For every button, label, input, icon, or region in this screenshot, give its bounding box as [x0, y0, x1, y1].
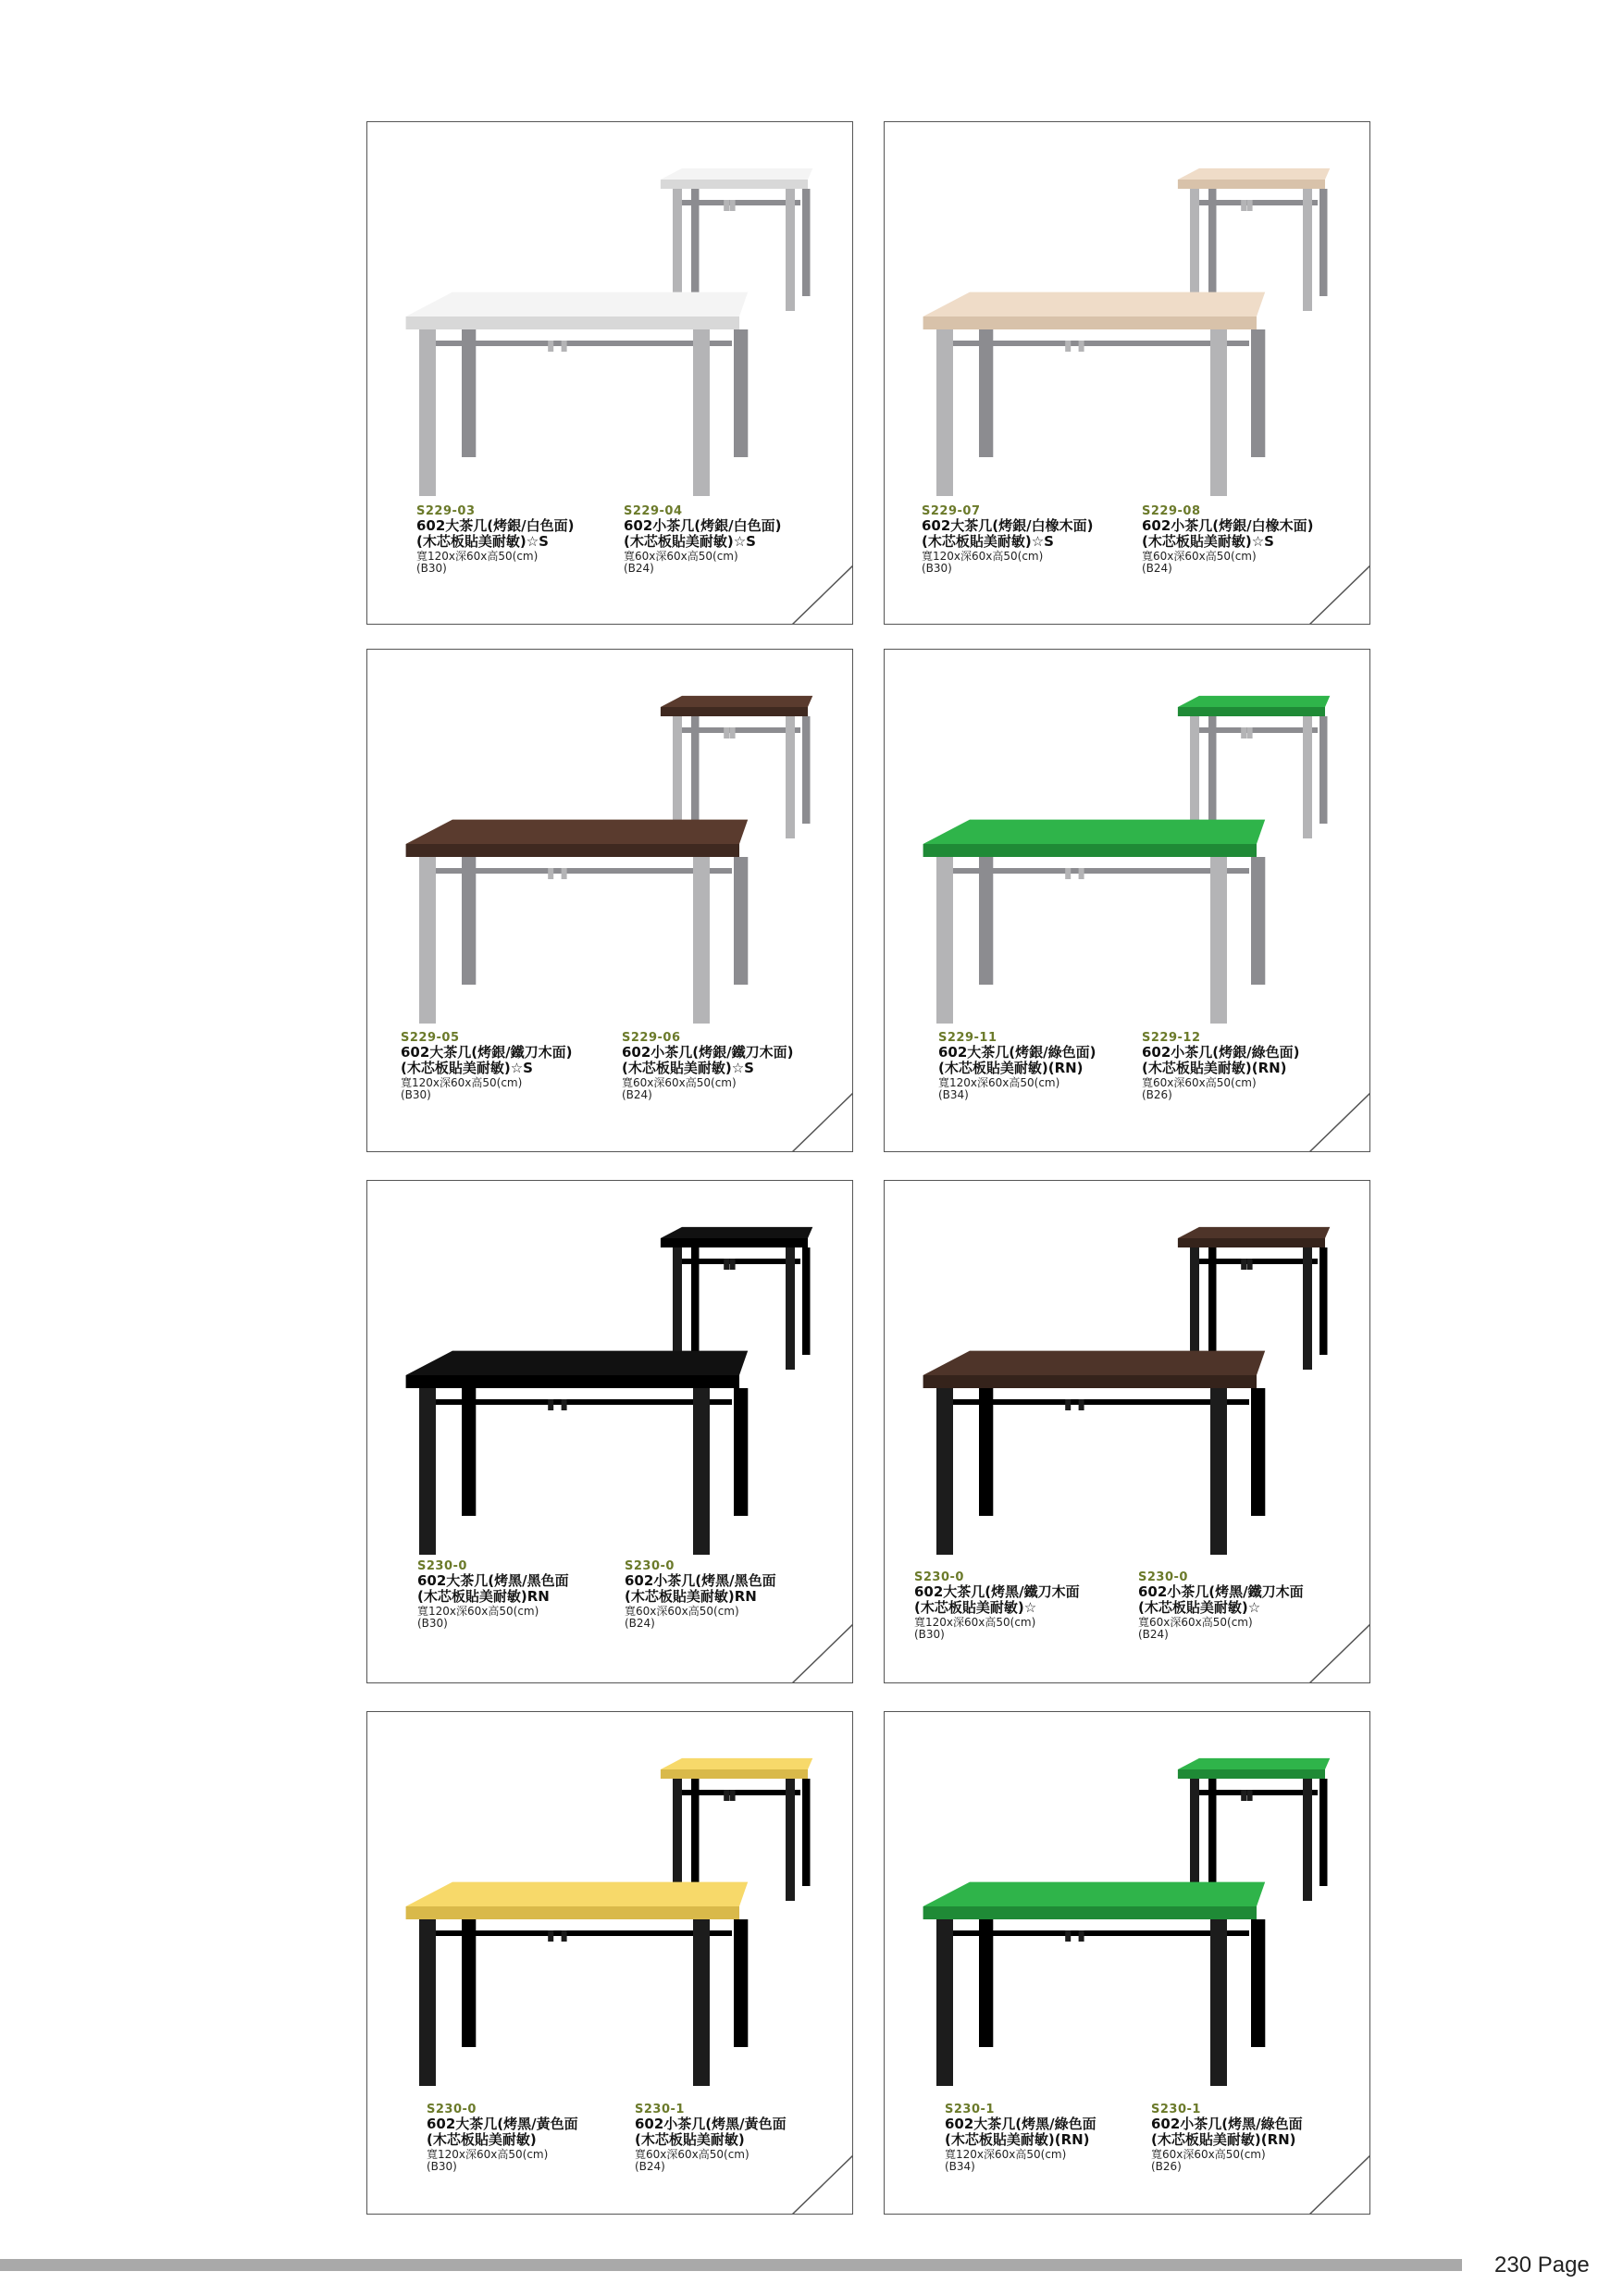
- product-item-large: [945, 2104, 1158, 2173]
- product-item-large: [401, 1032, 613, 1101]
- table-leg: [419, 1919, 436, 2086]
- product-material: (木芯板貼美耐敏)☆: [1138, 1599, 1261, 1616]
- table-top: [923, 1351, 1266, 1375]
- product-item-large: [922, 505, 1134, 575]
- product-item-large: [416, 505, 629, 575]
- product-name: 602小茶几(烤黑/綠色面: [1151, 2116, 1303, 2132]
- table-leg: [786, 1247, 795, 1370]
- table-crossbar: [1192, 200, 1318, 205]
- product-item-large: [938, 1032, 1151, 1101]
- table-crossbar: [421, 1399, 732, 1405]
- product-item-small: [624, 505, 836, 575]
- product-material: (木芯板貼美耐敏)RN: [417, 1588, 550, 1605]
- table-crossbar: [724, 727, 729, 738]
- table-top: [923, 292, 1266, 316]
- table-leg: [1319, 716, 1328, 824]
- table-top: [1178, 1227, 1330, 1238]
- product-dimensions: 寬120x深60x高50(cm): [416, 550, 539, 563]
- table-top: [406, 820, 749, 844]
- product-dimensions: 寬120x深60x高50(cm): [938, 1076, 1060, 1089]
- product-code: S230-0: [427, 2103, 477, 2116]
- table-top-edge: [923, 1906, 1257, 1919]
- product-item-small: [635, 2104, 848, 2173]
- table-crossbar: [724, 200, 729, 211]
- table-top: [1178, 168, 1330, 180]
- table-leg: [1303, 1247, 1312, 1370]
- product-code: S230-0: [625, 1559, 675, 1573]
- table-leg: [1303, 1779, 1312, 1901]
- table-leg: [734, 329, 748, 457]
- table-crossbar: [938, 1930, 1249, 1936]
- table-top-edge: [1178, 707, 1325, 716]
- table-leg: [786, 1779, 795, 1901]
- table-top-edge: [406, 1906, 739, 1919]
- table-leg: [734, 857, 748, 985]
- table-top-edge: [923, 844, 1257, 857]
- table-top: [1178, 1758, 1330, 1769]
- product-card: [366, 121, 853, 625]
- table-leg: [1251, 857, 1265, 985]
- product-code: S230-0: [417, 1559, 467, 1573]
- table-top-edge: [661, 707, 808, 716]
- product-name: 602大茶几(烤黑/黃色面: [427, 2116, 578, 2132]
- product-code: S230-1: [635, 2103, 685, 2116]
- product-name: 602大茶几(烤銀/白橡木面): [922, 517, 1094, 534]
- table-crossbar: [938, 1399, 1249, 1405]
- table-crossbar: [724, 1790, 729, 1801]
- table-crossbar: [1241, 1790, 1246, 1801]
- product-code: S230-0: [1138, 1570, 1188, 1584]
- product-material: (木芯板貼美耐敏)RN: [625, 1588, 757, 1605]
- product-name: 602大茶几(烤黑/鐵刀木面: [914, 1583, 1080, 1600]
- table-top-edge: [406, 316, 739, 329]
- table-top-edge: [923, 316, 1257, 329]
- product-box-code: (B30): [416, 562, 447, 575]
- product-item-small: [1151, 2104, 1364, 2173]
- table-crossbar: [1247, 1259, 1253, 1270]
- product-card: [884, 1711, 1370, 2215]
- product-card: [884, 649, 1370, 1152]
- table-crossbar: [1065, 868, 1071, 879]
- table-crossbar: [1241, 727, 1246, 738]
- table-crossbar: [548, 1399, 553, 1410]
- table-crossbar: [730, 1259, 736, 1270]
- table-crossbar: [562, 1399, 567, 1410]
- table-crossbar: [1241, 200, 1246, 211]
- table-crossbar: [675, 727, 800, 733]
- table-crossbar: [1065, 1930, 1071, 1942]
- table-top-edge: [1178, 180, 1325, 189]
- table-leg: [1319, 1247, 1328, 1355]
- product-dimensions: 寬120x深60x高50(cm): [922, 550, 1044, 563]
- table-leg: [1210, 1388, 1227, 1555]
- table-crossbar: [675, 200, 800, 205]
- product-material: (木芯板貼美耐敏)☆: [914, 1599, 1037, 1616]
- product-material: (木芯板貼美耐敏)(RN): [1142, 1060, 1287, 1076]
- product-box-code: (B34): [938, 1088, 969, 1101]
- table-crossbar: [1079, 1930, 1084, 1942]
- product-item-large: [417, 1560, 630, 1630]
- product-item-small: [622, 1032, 835, 1101]
- product-box-code: (B34): [945, 2160, 975, 2173]
- product-item-small: [1142, 505, 1355, 575]
- table-top-edge: [406, 1375, 739, 1388]
- product-box-code: (B24): [635, 2160, 665, 2173]
- table-leg: [419, 329, 436, 496]
- product-dimensions: 寬120x深60x高50(cm): [417, 1605, 539, 1618]
- product-dimensions: 寬60x深60x高50(cm): [625, 1605, 739, 1618]
- product-material: (木芯板貼美耐敏): [427, 2131, 537, 2148]
- product-code: S229-12: [1142, 1031, 1201, 1045]
- product-name: 602小茶几(烤銀/白橡木面): [1142, 517, 1314, 534]
- table-leg: [979, 1919, 993, 2047]
- table-leg: [979, 857, 993, 985]
- product-dimensions: 寬120x深60x高50(cm): [401, 1076, 523, 1089]
- table-leg: [936, 1919, 953, 2086]
- table-leg: [936, 1388, 953, 1555]
- product-material: (木芯板貼美耐敏): [635, 2131, 745, 2148]
- product-name: 602小茶几(烤銀/白色面): [624, 517, 782, 534]
- table-crossbar: [562, 868, 567, 879]
- table-top-edge: [923, 1375, 1257, 1388]
- table-crossbar: [730, 1790, 736, 1801]
- product-box-code: (B30): [427, 2160, 457, 2173]
- product-code: S229-07: [922, 504, 981, 518]
- product-code: S229-03: [416, 504, 476, 518]
- table-crossbar: [1079, 868, 1084, 879]
- product-box-code: (B26): [1142, 1088, 1172, 1101]
- table-crossbar: [1079, 1399, 1084, 1410]
- table-top-edge: [661, 1238, 808, 1247]
- table-leg: [802, 716, 811, 824]
- table-top: [661, 168, 812, 180]
- product-code: S230-0: [914, 1570, 964, 1584]
- table-crossbar: [1247, 200, 1253, 211]
- table-leg: [419, 1388, 436, 1555]
- table-top: [406, 1351, 749, 1375]
- table-crossbar: [730, 727, 736, 738]
- table-top: [661, 1227, 812, 1238]
- table-crossbar: [562, 1930, 567, 1942]
- table-top: [406, 1882, 749, 1906]
- product-dimensions: 寬60x深60x高50(cm): [1142, 1076, 1257, 1089]
- product-material: (木芯板貼美耐敏)☆S: [1142, 533, 1274, 550]
- table-leg: [802, 1247, 811, 1355]
- product-name: 602小茶几(烤銀/鐵刀木面): [622, 1044, 794, 1061]
- product-material: (木芯板貼美耐敏)(RN): [1151, 2131, 1296, 2148]
- product-box-code: (B24): [622, 1088, 652, 1101]
- table-crossbar: [1247, 1790, 1253, 1801]
- product-card: [884, 121, 1370, 625]
- table-leg: [786, 716, 795, 838]
- product-box-code: (B24): [625, 1617, 655, 1630]
- table-top: [1178, 696, 1330, 707]
- product-name: 602大茶几(烤銀/鐵刀木面): [401, 1044, 573, 1061]
- table-leg: [1319, 189, 1328, 296]
- product-material: (木芯板貼美耐敏)(RN): [945, 2131, 1090, 2148]
- table-leg: [936, 857, 953, 1024]
- table-crossbar: [938, 341, 1249, 346]
- table-crossbar: [421, 868, 732, 874]
- product-code: S229-05: [401, 1031, 460, 1045]
- product-code: S229-08: [1142, 504, 1201, 518]
- table-crossbar: [548, 868, 553, 879]
- table-top-edge: [661, 180, 808, 189]
- product-name: 602大茶几(烤黑/綠色面: [945, 2116, 1096, 2132]
- table-leg: [802, 1779, 811, 1886]
- table-leg: [1319, 1779, 1328, 1886]
- table-leg: [462, 329, 476, 457]
- product-name: 602大茶几(烤黑/黑色面: [417, 1572, 569, 1589]
- product-material: (木芯板貼美耐敏)☆S: [401, 1060, 533, 1076]
- table-leg: [693, 1919, 710, 2086]
- table-leg: [1303, 189, 1312, 311]
- product-name: 602大茶几(烤銀/白色面): [416, 517, 575, 534]
- table-top-edge: [661, 1769, 808, 1779]
- table-leg: [462, 1919, 476, 2047]
- table-leg: [462, 1388, 476, 1516]
- table-leg: [1303, 716, 1312, 838]
- table-leg: [936, 329, 953, 496]
- product-item-large: [914, 1571, 1127, 1641]
- product-dimensions: 寬120x深60x高50(cm): [914, 1616, 1036, 1629]
- table-crossbar: [938, 868, 1249, 874]
- product-code: S229-06: [622, 1031, 681, 1045]
- table-crossbar: [562, 341, 567, 352]
- table-crossbar: [1192, 1790, 1318, 1795]
- table-leg: [1210, 1919, 1227, 2086]
- product-box-code: (B30): [914, 1628, 945, 1641]
- page-number: 230 Page: [1494, 2253, 1590, 2277]
- table-leg: [1251, 329, 1265, 457]
- table-leg: [462, 857, 476, 985]
- product-code: S230-1: [945, 2103, 995, 2116]
- table-leg: [693, 857, 710, 1024]
- table-crossbar: [1079, 341, 1084, 352]
- table-top: [406, 292, 749, 316]
- product-material: (木芯板貼美耐敏)☆S: [416, 533, 549, 550]
- product-dimensions: 寬60x深60x高50(cm): [635, 2148, 750, 2161]
- table-top-edge: [1178, 1769, 1325, 1779]
- product-box-code: (B26): [1151, 2160, 1182, 2173]
- product-dimensions: 寬60x深60x高50(cm): [1151, 2148, 1266, 2161]
- product-name: 602小茶几(烤銀/綠色面): [1142, 1044, 1300, 1061]
- table-leg: [802, 189, 811, 296]
- product-dimensions: 寬60x深60x高50(cm): [1142, 550, 1257, 563]
- product-code: S230-1: [1151, 2103, 1201, 2116]
- product-card: [366, 649, 853, 1152]
- table-top-edge: [1178, 1238, 1325, 1247]
- table-leg: [419, 857, 436, 1024]
- product-name: 602大茶几(烤銀/綠色面): [938, 1044, 1096, 1061]
- table-crossbar: [548, 341, 553, 352]
- product-item-large: [427, 2104, 639, 2173]
- table-crossbar: [1065, 1399, 1071, 1410]
- product-material: (木芯板貼美耐敏)☆S: [622, 1060, 754, 1076]
- table-crossbar: [724, 1259, 729, 1270]
- table-crossbar: [1065, 341, 1071, 352]
- table-top: [923, 820, 1266, 844]
- product-box-code: (B24): [1138, 1628, 1169, 1641]
- table-leg: [1210, 329, 1227, 496]
- product-item-small: [1142, 1032, 1355, 1101]
- product-material: (木芯板貼美耐敏)☆S: [624, 533, 756, 550]
- table-crossbar: [421, 341, 732, 346]
- product-material: (木芯板貼美耐敏)☆S: [922, 533, 1054, 550]
- product-code: S229-04: [624, 504, 683, 518]
- product-dimensions: 寬120x深60x高50(cm): [427, 2148, 549, 2161]
- table-leg: [693, 1388, 710, 1555]
- product-dimensions: 寬60x深60x高50(cm): [624, 550, 738, 563]
- table-leg: [734, 1388, 748, 1516]
- product-dimensions: 寬60x深60x高50(cm): [1138, 1616, 1253, 1629]
- table-top-edge: [406, 844, 739, 857]
- product-name: 602小茶几(烤黑/黃色面: [635, 2116, 787, 2132]
- table-leg: [734, 1919, 748, 2047]
- table-crossbar: [1241, 1259, 1246, 1270]
- product-name: 602小茶几(烤黑/黑色面: [625, 1572, 776, 1589]
- product-name: 602小茶几(烤黑/鐵刀木面: [1138, 1583, 1304, 1600]
- product-dimensions: 寬120x深60x高50(cm): [945, 2148, 1067, 2161]
- table-crossbar: [548, 1930, 553, 1942]
- table-leg: [693, 329, 710, 496]
- table-leg: [1251, 1388, 1265, 1516]
- table-leg: [1251, 1919, 1265, 2047]
- product-box-code: (B30): [417, 1617, 448, 1630]
- table-top: [923, 1882, 1266, 1906]
- table-top: [661, 696, 812, 707]
- table-leg: [979, 329, 993, 457]
- product-box-code: (B24): [1142, 562, 1172, 575]
- product-box-code: (B30): [922, 562, 952, 575]
- table-leg: [979, 1388, 993, 1516]
- product-code: S229-11: [938, 1031, 997, 1045]
- product-material: (木芯板貼美耐敏)(RN): [938, 1060, 1084, 1076]
- table-crossbar: [730, 200, 736, 211]
- table-crossbar: [1192, 727, 1318, 733]
- table-crossbar: [421, 1930, 732, 1936]
- product-item-small: [1138, 1571, 1351, 1641]
- table-crossbar: [1192, 1259, 1318, 1264]
- product-box-code: (B24): [624, 562, 654, 575]
- table-leg: [1210, 857, 1227, 1024]
- product-item-small: [625, 1560, 837, 1630]
- footer-bar: [0, 2259, 1462, 2271]
- product-box-code: (B30): [401, 1088, 431, 1101]
- product-dimensions: 寬60x深60x高50(cm): [622, 1076, 737, 1089]
- table-top: [661, 1758, 812, 1769]
- product-card: [366, 1711, 853, 2215]
- product-card: [366, 1180, 853, 1683]
- product-card: [884, 1180, 1370, 1683]
- table-crossbar: [1247, 727, 1253, 738]
- table-leg: [786, 189, 795, 311]
- table-crossbar: [675, 1259, 800, 1264]
- table-crossbar: [675, 1790, 800, 1795]
